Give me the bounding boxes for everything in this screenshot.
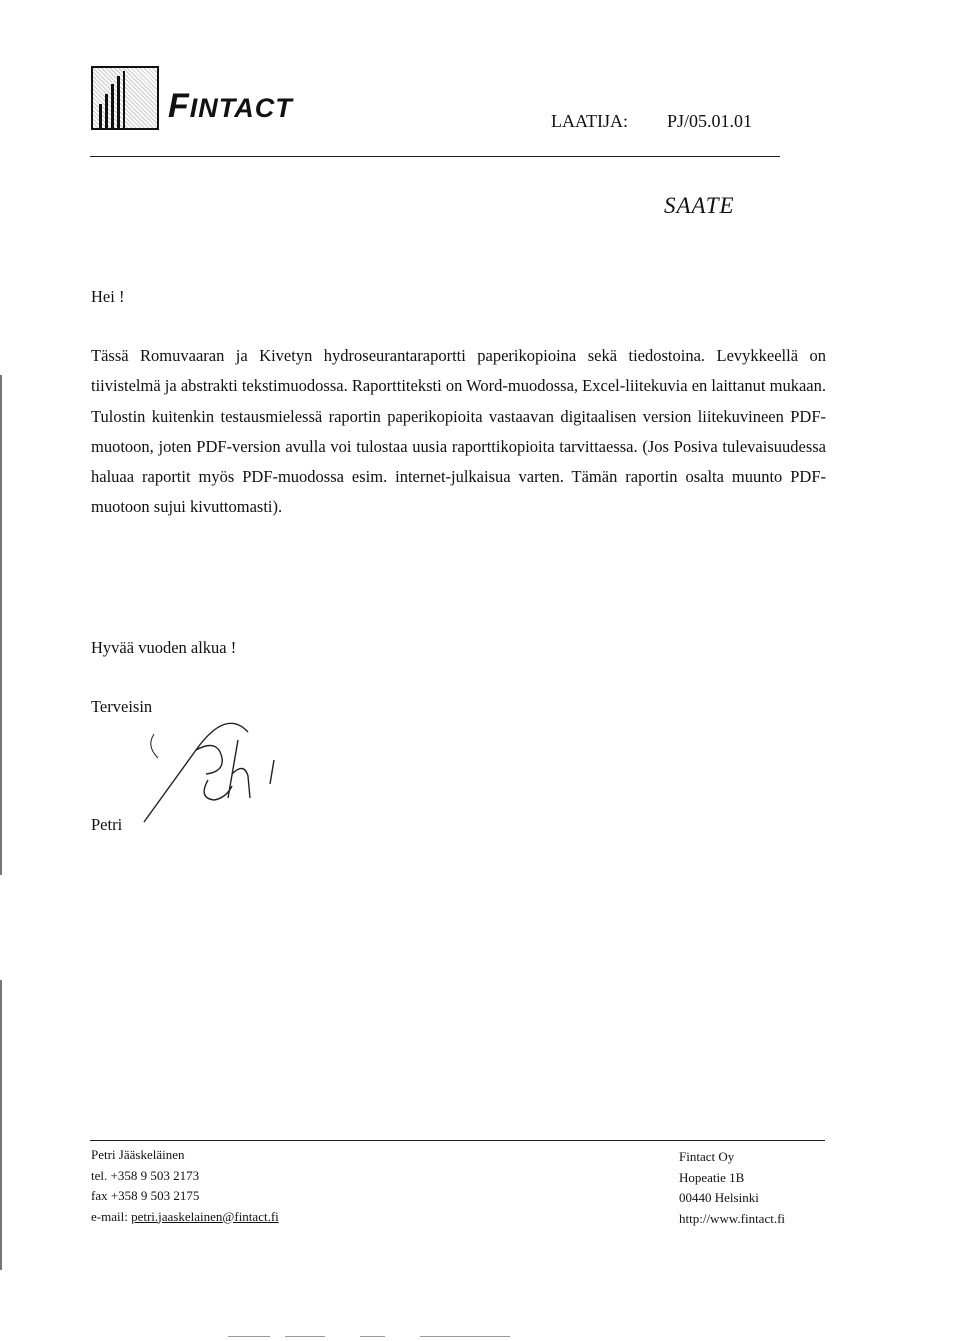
letter-closing: Terveisin — [91, 697, 153, 716]
logo-bars-graphic — [93, 68, 159, 130]
author-label: LAATIJA: — [551, 111, 628, 131]
company-name: Fintact Oy — [679, 1149, 735, 1164]
header-divider — [90, 156, 780, 157]
brand-name: FINTACT — [168, 87, 293, 125]
contact-email-line — [91, 1207, 279, 1228]
contact-fax: fax +358 9 503 2175 — [91, 1188, 200, 1203]
scan-bottom-mark — [360, 1336, 385, 1337]
company-street: Hopeatie 1B — [679, 1169, 745, 1185]
company-website[interactable]: http://www.fintact.fi — [679, 1210, 786, 1226]
scan-bottom-mark — [285, 1336, 325, 1337]
scan-edge-line — [0, 375, 2, 875]
footer-divider — [90, 1140, 825, 1141]
contact-name: Petri Jääskeläinen — [91, 1147, 185, 1162]
handwritten-signature — [136, 702, 306, 837]
letter-body: Tässä Romuvaaran ja Kivetyn hydroseurantaraportti paperikopioina sekä tiedostoina. Levykkeellä on tiivistelmä ja abstrakti tekstimuodossa. Raporttiteksti on Word-muodossa, Excel-liitekuvia en laittanut mukaan. Tulostin kuitenkin testausmielessä raportin paperikopioita vastaavan digitaalisen version liitekuvineen PDF-muotoon, joten PDF-version avulla voi tulostaa uusia raporttikopioita tarvittaessa. (Jos Posiva tulevaisuudessa haluaa raportit myös PDF-muodossa esim. internet-julkaisua varten. Tämän raportin osalta muunto PDF-muotoon sujui kivuttomasti). — [91, 346, 826, 517]
email-link[interactable]: petri.jaaskelainen@fintact.fi — [131, 1208, 279, 1224]
letter-greeting: Hei ! — [91, 287, 125, 306]
footer-contact — [91, 1145, 279, 1227]
footer-company — [679, 1147, 785, 1229]
letter-signer: Petri — [91, 815, 123, 834]
contact-phone: tel. +358 9 503 2173 — [91, 1167, 200, 1183]
company-city: 00440 Helsinki — [679, 1190, 759, 1205]
letter-new-year-wish: Hyvää vuoden alkua ! — [91, 638, 237, 657]
author-value: PJ/05.01.01 — [667, 111, 753, 131]
email-label: e-mail: — [91, 1208, 132, 1224]
company-logo — [91, 66, 159, 130]
scan-bottom-mark — [420, 1336, 510, 1337]
scan-edge-line — [0, 980, 2, 1270]
document-title: SAATE — [664, 193, 735, 218]
scan-bottom-mark — [228, 1336, 270, 1337]
